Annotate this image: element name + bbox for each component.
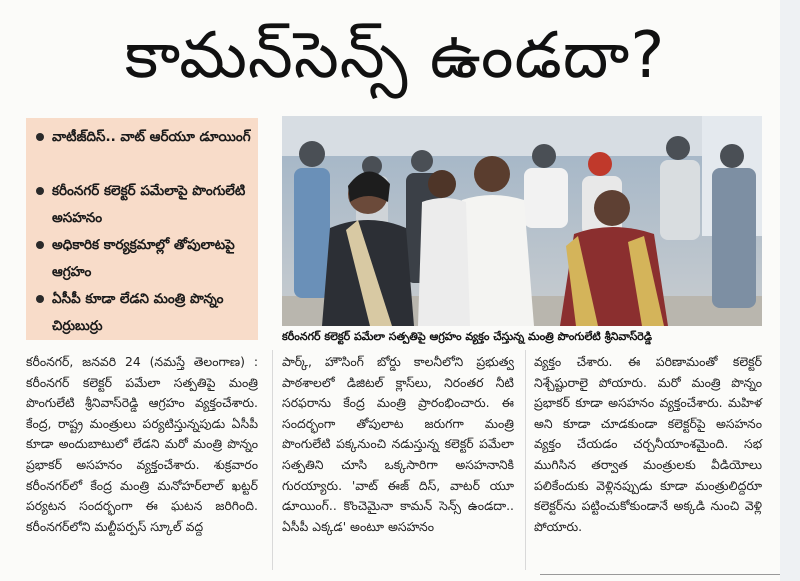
- photo-caption: కరీంనగర్ కలెక్టర్ పమేలా సత్పతిపై ఆగ్రహం వ్యక్తం చేస్తున్న మంత్రి పొంగులేటి శ్రీనివాస్‌రెడ్డి: [282, 330, 652, 343]
- highlight-item: వాటీజ్‌దిస్.. వాట్ ఆర్‌యూ డూయింగ్: [36, 124, 254, 151]
- page-edge-margin: [780, 0, 800, 581]
- bullet-icon: [36, 241, 44, 249]
- column-divider: [272, 350, 273, 570]
- headline: కామన్‌సెన్స్ ఉండదా?: [124, 19, 666, 93]
- article-column-1: కరీంనగర్, జనవరి 24 (నమస్తే తెలంగాణ) : కరీంనగర్ కలెక్టర్ పమేలా సత్పతిపై మంత్రి పొంగులేటి శ్రీనివాస్‌రెడ్డి ఆగ్రహం వ్యక్తంచేశారు. కేంద్ర, రాష్ట్ర మంత్రులు పర్యటిస్తున్నపుడు ఏసీపీ కూడా అందుబాటులో లేడని మరో మంత్రి పొన్నం ప్రభాకర్ అసహనం వ్యక్తంచేశారు. శుక్రవారం కరీంనగర్‌లో కేంద్ర మంత్రి మనోహర్‌లాల్ ఖట్టర్ పర్యటన సందర్భంగా ఈ ఘటన జరిగింది. కరీంనగర్‌లోని మల్టీపర్పస్ స్కూల్ వద్ద: [26, 354, 258, 534]
- highlight-item: కరీంనగర్ కలెక్టర్ పమేలాపై పొంగులేటి అసహనం: [36, 178, 254, 232]
- column-divider: [525, 350, 526, 570]
- highlight-item: అధికారిక కార్యక్రమాల్లో తోపులాటపై ఆగ్రహం: [36, 232, 254, 286]
- article-column-2: పార్క్, హౌసింగ్ బోర్డు కాలనీలోని ప్రభుత్వ పాఠశాలలో డిజిటల్ క్లాస్‌లు, నిరంతర నీటి సరఫరాను కేంద్ర మంత్రి ప్రారంభించారు. ఈ సందర్భంగా తోపులాట జరుగగా మంత్రి పొంగులేటి పక్కనుంచి నడుస్తున్న కలెక్టర్ పమేలా సత్పతిని చూసి ఒక్కసారిగా అసహనానికి గురయ్యారు. 'వాట్ ఈజ్ దిస్, వాటర్ యూ డూయింగ్.. కొంచెమైనా కామన్ సెన్స్ ఉండదా.. ఏసీపీ ఎక్కడ' అంటూ అసహనం: [282, 354, 514, 534]
- highlight-item: ఏసీపీ కూడా లేడని మంత్రి పొన్నం చిర్రుబుర్రు: [36, 286, 254, 340]
- article-column-3: వ్యక్తం చేశారు. ఈ పరిణామంతో కలెక్టర్ నిశ్చేష్టురాలై పోయారు. మరో మంత్రి పొన్నం ప్రభాకర్ కూడా అసహనం వ్యక్తంచేశారు. మహిళ అని కూడా చూడకుండా కలెక్టర్‌పై అసహనం వ్యక్తం చేయడం చర్చనీయాంశమైంది. సభ ముగిసిన తర్వాత మంత్రులకు వీడియోలు పలికేందుకు వెళ్లినప్పుడు కూడా మంత్రులిద్దరూ కలెక్టర్‌ను పట్టించుకోకుండానే అక్కడి నుంచి వెళ్లి పోయారు.: [534, 354, 762, 534]
- bullet-icon: [36, 187, 44, 195]
- bullet-icon: [36, 295, 44, 303]
- highlights-box: [26, 118, 258, 340]
- photo-illustration: [282, 116, 762, 326]
- bottom-rule: [540, 574, 780, 575]
- news-photo: [282, 116, 762, 326]
- bullet-icon: [36, 133, 44, 141]
